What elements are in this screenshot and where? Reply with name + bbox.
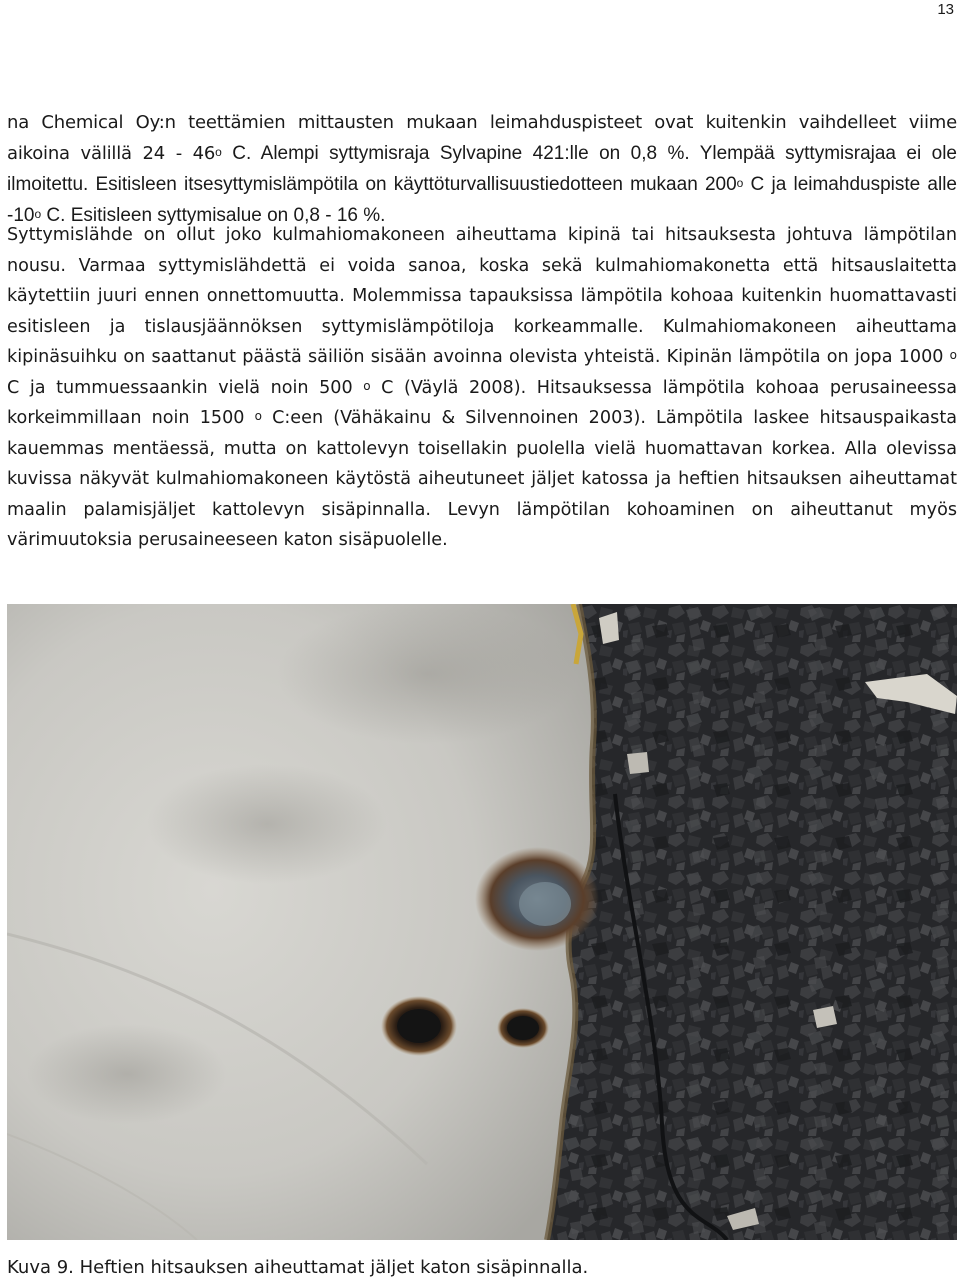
paragraph-flash-point-text: C. Esitisleen syttymisalue on 0,8 - 16 %. xyxy=(41,205,386,226)
paragraph-ignition-source-text: C ja tummuessaankin vielä noin 500 xyxy=(7,377,364,398)
degree-symbol: o xyxy=(949,348,957,362)
degree-symbol: o xyxy=(34,207,42,221)
paragraph-flash-point xyxy=(7,107,957,231)
paragraph-ignition-source-text: C:een (Vähäkainu & Silvennoinen 2003). Lämpötila laskee hitsauspaikasta kauemmas mentäessä, mutta on kattolevyn toisellakin puolella vielä huomattavan korkea. Alla olevissa kuvissa näkyvät kulmahiomakoneen käytöstä aiheutuneet jäljet katossa ja heftien hitsauksen aiheuttamat maalin palamisjäljet kattolevyn sisäpinnalla. Levyn lämpötilan kohoaminen on aiheuttanut myös värimuutoksia perusaineeseen katon sisäpuolelle. xyxy=(7,408,957,550)
degree-symbol: o xyxy=(215,145,222,159)
degree-symbol: o xyxy=(363,378,371,393)
paragraph-flash-point-start: na Chemical Oy:n teettämien mittausten mukaan leimahduspisteet ovat kuitenkin vaihdelleet viime aikoina välillä 24 - 46 xyxy=(7,112,957,164)
paragraph-ignition-source-text: Syttymislähde on ollut joko kulmahiomakoneen aiheuttama kipinä tai hitsauksesta johtuva lämpötilan nousu. Varmaa syttymislähdettä ei voida sanoa, koska sekä kulmahiomakonetta että hitsauslaitetta käytettiin juuri ennen onnettomuutta. Molemmissa tapauksissa lämpötila kohoaa kuitenkin huomattavasti esitisleen ja tislausjäännöksen syttymislämpötiloja korkeammalle. Kulmahiomakoneen aiheuttama kipinäsuihku on saattanut päästä säiliön sisään avoinna olevista yhteistä. Kipinän lämpötila on jopa 1000 xyxy=(7,225,957,367)
degree-symbol: o xyxy=(736,176,744,190)
roof-plate-photo xyxy=(7,604,957,1240)
figure-caption: Kuva 9. Heftien hitsauksen aiheuttamat jäljet katon sisäpinnalla. xyxy=(7,1257,589,1278)
paragraph-ignition-source-text: C (Väylä 2008). Hitsauksessa lämpötila kohoaa perusaineessa korkeimmillaan noin 1500 xyxy=(7,377,957,428)
paragraph-flash-point-text: C ja leimahduspiste alle -10 xyxy=(7,174,957,226)
paragraph-ignition-source xyxy=(7,220,957,556)
degree-symbol: o xyxy=(254,409,262,423)
roof-plate-photo-drawing xyxy=(7,604,957,1240)
page-number: 13 xyxy=(937,1,954,18)
paragraph-flash-point-text: C. Alempi syttymisraja Sylvapine 421:lle on 0,8 %. Ylempää syttymisrajaa ei ole ilmoitettu. Esitisleen itsesyttymislämpötila on käyttöturvallisuustiedotteen mukaan 200 xyxy=(7,143,957,195)
